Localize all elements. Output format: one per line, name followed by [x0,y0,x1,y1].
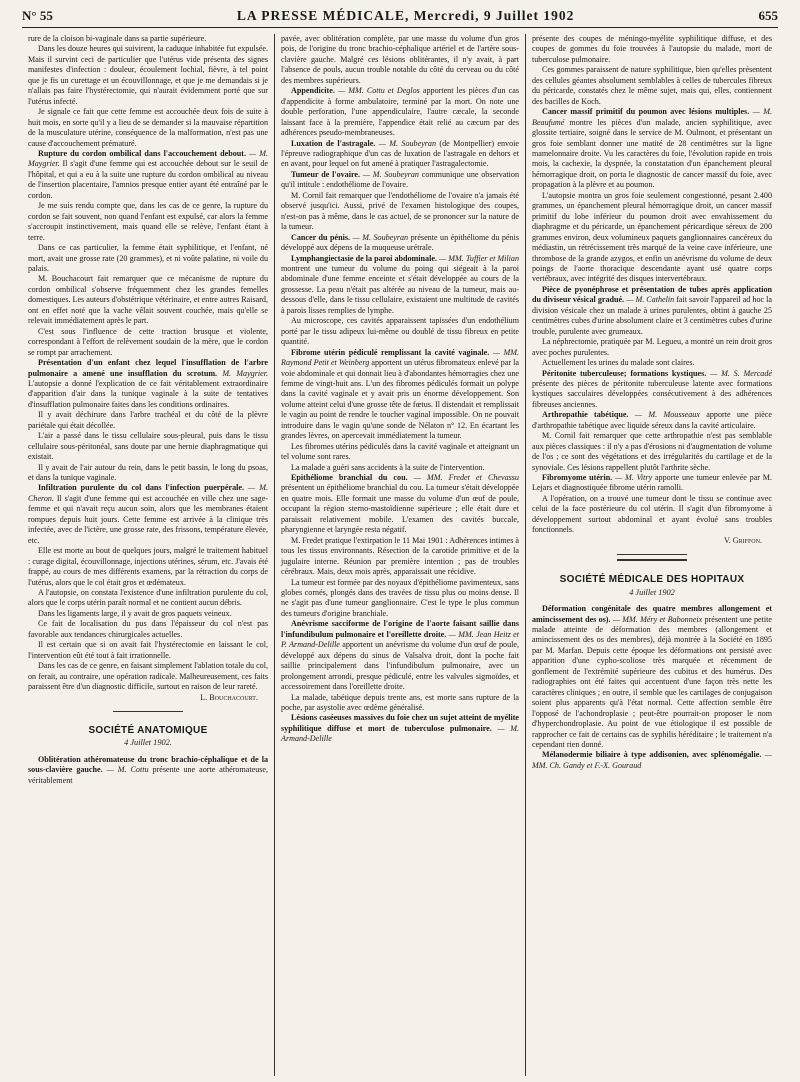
article-text: montrent une tumeur du volume du poing qui siégeait à la paroi abdominale d'une femme enceinte et s'était développée au cours de la grossesse. La peau n'était pas altérée au niveau de la tumeur, mais au-dessous d'elle, dans le tissu cellulaire, existaient une multitude de cavités à parois lisses remplies de lymphe. [281,263,519,315]
paragraph: A l'opération, on a trouvé une tumeur dont le tissu se continue avec celui de la face postérieure du col utérin. Il s'agit d'un fibromyome à développement surtout abdominal et ayant évolué sans troubles fonctionnels. [532,493,772,535]
article-entry [281,713,519,744]
article-entry [532,750,772,771]
columns [22,34,778,1076]
signature: V. Griffon. [723,535,762,545]
paragraph: M. Fredet pratique l'extirpation le 11 Mai 1901 : Adhérences intimes à tous les tissus environnants. Résection de la carotide primitive et de la jugulaire interne. Réunion par première intention ; pas de troubles cérébraux. Mais, deux mois après, apparaissait une récidive. [281,535,519,577]
paragraph: Dans ce cas particulier, la femme était syphilitique, et l'enfant, né mort, avait une grosse rate (20 grammes), et ni voûte palatine, ni voile du palais. [28,243,268,273]
article-entry [532,107,772,191]
article-entry [532,285,772,337]
article-entry [28,483,268,546]
paragraph: Elle est morte au bout de quelques jours, malgré le traitement habituel : curage digital, écouvillonnage, injections utérines, sérum, etc. J'avais été frappé, au cours de mes différents examens, par la rétraction du corps de l'utérus, alors que le col était gros et œdémateux. [28,546,268,587]
paragraph: M. Bouchacourt fait remarquer que ce mécanisme de rupture du cordon ombilical s'observe fréquemment chez les grandes femelles domestiques. Les auteurs d'obstétrique vétérinaire, et entre autres Raisard, ont en effet noté que la vache vêlait souvent couchée, mais qu'elle se relevait immédiatement après le part. [28,274,268,326]
article-text: apporte une pièce d'arthropathie tabétique avec liquide séreux dans la cavité articulaire. [532,410,772,430]
article-heading: Infiltration purulente du col dans l'infection puerpérale. [38,483,244,493]
article-entry [532,604,772,750]
page-title: LA PRESSE MÉDICALE, Mercredi, 9 Juillet 1902 [236,8,575,23]
article-heading: Fibrome utérin pédiculé remplissant la cavité vaginale. [291,347,490,357]
article-author: — M. Armand-Delille [281,723,519,744]
paragraph: Au microscope, ces cavités apparaissent tapissées d'un endothélium porté par le tissu adipeux lui-même ou doublé de tissu fibreux en petite quantité. [281,316,519,347]
article-heading: Rupture du cordon ombilical dans l'accouchement debout. [38,148,246,158]
article-author: — M. Vitry [615,473,653,483]
article-heading: Epithéliome branchial du cou. [291,473,408,483]
paragraph: La néphrectomie, pratiquée par M. Legueu, a montré un rein droit gros avec poches purulentes. [532,337,772,357]
article-author: — M. Cheron. [28,483,268,503]
article-entry [281,170,519,191]
article-author: — M. Cottu [106,765,149,775]
article-text: fait savoir l'appareil ad hoc la division vésicale chez un malade à urines purulentes, obtint à gauche 25 centimètres cubes d'urine absolument claire et 3 centimètres cubes d'urine trouble, purulente avec grumeaux. [532,295,772,336]
article-text: apportent un anévrisme du volume d'un œuf de poule, développé aux dépens du sinus de Valsalva droit, dont la poche fait saillie principalement dans l'infundibulum pulmonaire, avec un prolongement arrondi, presque pédiculé, entre les valvules sigmoïdes, et accessoirement dans l'oreillette droite. [281,640,519,692]
article-author: — M. Mousseaux [634,410,700,420]
article-entry [28,149,268,201]
article-entry [281,619,519,692]
article-text: (de Montpellier) envoie l'épreuve radiographique d'un cas de luxation de l'astragale en dehors et en avant, pour lequel on fut amené à pratiquer l'astragalectomie. [281,138,519,169]
article-text: présente des pièces de péritonite tuberculeuse latente avec formations kystiques sacculaires développées consécutivement à des adhérences fibreuses anciennes. [532,378,772,409]
article-heading: Déformation congénitale des quatre membres allongement et amincissement des os). [532,604,772,624]
article-author: — MM. Tuffier et Milian [439,253,520,263]
article-text: apportent les pièces d'un cas d'appendicite à forme ambulatoire, terminé par la mort. On note une double perforation, l'une appendiculaire, l'autre cæcale, la seconde laissant face à la première, l'appendice était relié au cæcum par des adhérences pseudo-membraneuses. [281,86,519,138]
article-author: — M. S. Mercadé [710,368,772,378]
article-author: — M. Soubeyran [352,232,409,242]
signature: L. Bouchacourt. [200,692,258,702]
article-entry [28,755,268,786]
divider [617,554,687,555]
paragraph: M. Cornil fait remarquer que l'endothéliome de l'ovaire n'a jamais été observé jusqu'ici. Aussi, privé de l'examen histologique des coupes, n'est-on pas à même, dans le cas actuel, de se prononcer sur la nature de la tumeur. [281,190,519,232]
section-title: SOCIÉTÉ MÉDICALE DES HOPITAUX [559,574,745,586]
article-text: apportent un utérus fibromateux enlevé par la voie abdominale et qui donnait lieu à d'abondantes hémorragies chez une femme de vingt-huit ans. L'un des fibromes pédiculés formait un polype dans la cavité vaginale et y avait pris un énorme développement. Son volume atteint celui d'une grosse tête de fœtus. Il distendait et remplissait le vagin au point de rendre le toucher vaginal impossible. On ne pouvait introduire dans le vagin qu'une sonde de Nélaton n° 12. En écartant les grandes lèvres, on apercevait immédiatement la tumeur. [281,358,519,441]
article-heading: Cancer du pénis. [291,232,351,242]
article-heading: Appendicite. [291,86,335,96]
column-left [22,34,274,1076]
paragraph: L'autopsie montra un gros foie seulement congestionné, pesant 2.400 grammes, un épanchement pleural hémorragique droit, un cancer massif primitif du lobe inférieur du poumon droit avec envahissement du diaphragme et du péricarde, un épanchement péricardique séreux de 200 grammes environ, deux volumineux paquets ganglionnaires cancéreux du médiastin, un rétrécissement très marqué de la veine cave inférieure, une thrombose de la grande azygos, et enfin un anévrisme du volume de deux poings de l'aorte thoracique descendante ayant usé quatre corps vertébraux, avec intégrité des disques intervertébraux. [532,190,772,284]
paragraph: La malade a guéri sans accidents à la suite de l'intervention. [291,462,485,472]
paragraph: A l'autopsie, on constata l'existence d'une infiltration purulente du col, alors que le corps utérin paraît normal et ne contient aucun débris. [28,588,268,608]
paragraph: Actuellement les urines du malade sont claires. [542,358,695,368]
paragraph: C'est sous l'influence de cette traction brusque et violente, correspondant à l'effort de relèvement soudain de la mère, que le cordon se rompt par arrachement. [28,326,268,357]
article-heading: Lymphangiectasie de la paroi abdominale. [291,253,437,263]
article-text: présentent une petite malade atteinte de déformation des membres (allongement et amincissement des os des membres), déjà montrée à la Société en 1895 par M. Marfan. Depuis cette époque les déformations ont persisté avec apparition d'une cypho-scoliose très marquée et récemment de gonflement de l'extrémité supérieure des cubitus et des humérus. Des radiographies ont été faites qui accentuent d'une façon très nette les caractères cliniques ; en outre, il semble que les cartilages de conjugaison soient plus apparents qu'à l'état normal. Cette affection semble être l'opposé de l'achondroplasie ; peut-être pourrait-on proposer le nom d'hyperchondroplasie. Au point de vue étiologique il est possible de rapprocher ce fait de certains cas de syphilis héréditaire ; le traitement n'a cependant rien donné. [532,614,772,749]
paragraph: rure de la cloison bi-vaginale dans sa partie supérieure. [28,34,207,43]
paragraph: Dans les ligaments large, il y avait de gros paquets veineux. [38,608,232,618]
article-text: L'autopsie a donné l'explication de ce fait véritablement extraordinaire d'apparition d'air dans la tunique vaginale à la suite de tentatives d'insufflation pulmonaire faites dans les conditions ordinaires. [28,378,268,409]
paragraph: Il est certain que si on avait fait l'hystérectomie en laissant le col, l'intervention eût été tout à fait irrationnelle. [28,640,268,660]
article-heading: Tumeur de l'ovaire. [291,169,361,179]
article-author: M. Maygrier. [222,368,268,378]
paragraph: Ce fait de localisation du pus dans l'épaisseur du col n'est pas favorable aux tendances chirurgicales actuelles. [28,619,268,639]
issue-number: N° 55 [22,8,53,23]
paragraph: Je signale ce fait que cette femme est accouchée deux fois de suite à huit mois, en sorte qu'il y a lieu de se demander si la mauvaise répartition de la musculature utérine, conséquence de la malformation, n'est pas une cause d'accouchement prématuré. [28,107,268,148]
article-text: présente un épithéliome du pénis développé aux dépens de la muqueuse urétrale. [281,232,520,253]
article-entry [532,369,772,411]
article-entry [281,254,519,317]
section-date: 4 Juillet 1902 [629,587,675,597]
article-author: — M. Maygrier. [28,148,268,169]
paragraph: M. Cornil fait remarquer que cette arthropathie n'est pas semblable aux pièces classiques : il n'y a pas d'érosions ni d'augmentation de volume de l'os ; ce sont des végétations et des irrégularités du cartilage et de la synoviale. Ces lésions rappellent plutôt l'arthrite sèche. [532,431,772,472]
article-heading: Mélanodermie biliaire à type addisonien, avec splénomégalie. [542,750,762,760]
article-heading: Fibromyome utérin. [542,473,613,483]
column-middle [274,34,526,1076]
paragraph: pavée, avec oblitération complète, par une masse du volume d'un gros pois, de l'origine du tronc brachio-céphalique artériel et de l'artère sous-clavière gauche. Malgré ces lésions oblitérantes, il n'y avait, à part l'absence de pouls, aucun trouble notable du côté du cerveau ou du côté des membres supérieurs. [281,34,519,85]
article-entry [281,86,519,138]
article-author: — M. Soubeyran [362,169,419,179]
article-heading: Présentation d'un enfant chez lequel l'insufflation de l'arbre pulmonaire a amené une insufflation du scrotum. [28,358,268,378]
article-text: montre les pièces d'un malade, ancien syphilitique, avec glossite tertiaire, soigné dans le service de M. Oulmont, et présentant un gros foie semblant donner une matité de 28 centimètres sur la ligne mamelonnaire droite. Vu les caractères du foie, l'évolution rapide en trois mois, la cachexie, la dyspnée, la constatation d'un épanchement pleural hémorragique droit, on porta le diagnostic de cancer massif du foie, avec propagation à la plèvre et au poumon. [532,117,772,190]
article-entry [28,358,268,410]
paragraph: Dans les douze heures qui suivirent, la caduque inhabitée fut expulsée. Mais il survint ceci de particulier que l'utérus vide présenta des signes manifestes d'infection : douleur, écoulement lochial, fièvre, à tel point que je fis un curettage et un écouvillonnage, et que je me demandais si je n'allais pas faire l'hystérectomie, qui n'aurait évidemment porté que sur l'utérus infecté. [28,44,268,106]
article-author: — MM. Jean Heitz et P. Armand-Delille [281,629,519,650]
page-header [22,0,778,28]
article-heading: Péritonite tuberculeuse; formations kystiques. [542,368,707,378]
paragraph: Il y avait de l'air autour du rein, dans le petit bassin, le long du psoas, et dans la tunique vaginale. [28,462,268,483]
article-author: — M. Cathelin [626,295,675,305]
article-author: — M. Beaufumé [532,107,772,127]
article-heading: Luxation de l'astragale. [291,138,376,148]
page-number: 655 [758,8,778,23]
article-entry [281,139,519,170]
article-heading: Arthropathie tabétique. [542,410,629,420]
article-text: Il s'agit d'une femme qui est accouchée debout sur le seuil de l'hôpital, et qui a eu à la suite une rupture du cordon ombilical au niveau de l'insertion placentaire, l'amnios presque entier ayant été entraîné par le cordon. [28,159,269,200]
section-title: SOCIÉTÉ ANATOMIQUE [88,725,208,736]
article-text: communique une observation qu'il intitule : endothéliome de l'ovaire. [281,169,520,190]
article-heading: Lésions caséeuses massives du foie chez un sujet atteint de myélite syphilitique diffuse et mort de tuberculose pulmonaire. [281,713,519,733]
article-author: — MM. Ch. Gandy et F.-X. Gouraud [532,750,772,770]
paragraph: L'air a passé dans le tissu cellulaire sous-pleural, puis dans le tissu cellulaire sous-péritonéal, sans doute par une hernie diaphragmatique qui existait. [28,431,268,462]
column-right [526,34,778,1076]
article-entry [532,410,772,431]
article-entry [532,473,772,494]
section-date: 4 Juillet 1902. [124,738,172,748]
paragraph: Les fibromes utérins pédiculés dans la cavité vaginale et atteignant un tel volume sont rares. [281,441,519,462]
article-heading: Cancer massif primitif du poumon avec lésions multiples. [542,107,750,117]
paragraph: présente des coupes de méningo-myélite syphilitique diffuse, et des coupes de gommes du foie trouvées à l'autopsie du malade, mort de tuberculose pulmonaire. [532,34,772,64]
paragraph: La malade, tabétique depuis trente ans, est morte sans rupture de la poche, par asystolie avec œdème généralisé. [281,692,519,712]
article-author: — MM. Fredet et Chevassu [413,473,519,483]
article-entry [281,233,519,254]
paragraph: Il y avait déchirure dans l'arbre trachéal et du côté de la plèvre pariétale qui était décollée. [28,410,268,430]
article-entry [281,473,519,536]
article-heading: Pièce de pyonéphrose et présentation de tubes après application du diviseur vésical gradué. [532,284,772,305]
paragraph: Ces gommes paraissent de nature syphilitique, bien qu'elles présentent des cellules géantes absolument semblables à celles de tubercules fibreux du péricarde, constatés chez le même sujet, mais qui, elles, contiennent des bacilles de Koch. [532,65,772,106]
article-entry [281,348,519,442]
article-author: — MM. Cottu et Deglos [337,86,420,96]
divider [113,711,183,712]
article-text: présentent un épithéliome branchial du cou. La tumeur s'était développée en quatre mois. Elle formait une masse du volume d'un œuf de poule, occupant la région sterno-mastoïdienne supérieure ; elle était dure et paraissait relativement mobile. L'examen des cavités buccale, pharyngienne et laryngée resta négatif. [281,483,519,535]
paragraph: Je me suis rendu compte que, dans les cas de ce genre, la rupture du cordon se fait souvent, non quand l'enfant est expulsé, car alors la femme s'accroupit instinctivement, mais quand elle se relève, l'enfant étant à terre. [28,201,268,242]
paragraph: La tumeur est formée par des noyaux d'épithéliome pavimenteux, sans globes cornés, plongés dans des travées de tissu plus ou moins dense. Il ne s'agit pas d'une tumeur ganglionnaire. C'est le type le plus commun des tumeurs d'origine branchiale. [281,577,520,618]
article-author: — MM. Méry et Babonneix [612,614,703,624]
divider [617,559,687,561]
article-text: apporte une tumeur enlevée par M. Lejars et diagnostiquée fibrome utérin ramolli. [532,473,772,493]
article-author: — MM. Raymond Petit et Weinberg [281,347,519,368]
article-author: — M. Soubeyran [378,138,437,148]
article-text: présente une aorte athéromateuse, véritablement [28,765,269,785]
article-heading: Anévrisme sacciforme de l'origine de l'aorte faisant saillie dans l'infundibulum pulmonaire et l'oreillette droite. [281,619,519,639]
article-heading: Oblitération athéromateuse du tronc brachio-céphalique et de la sous-clavière gauche. [28,754,268,775]
paragraph: Dans les cas de ce genre, en faisant simplement l'ablation totale du col, on ferait, au contraire, une opération radicale. Malheureusement, ces faits paraissent être d'un diagnostic difficile, surtout en raison de leur rareté. [28,661,268,692]
article-text: Il s'agit d'une femme qui est accouchée en ville chez une sage-femme et qui n'avait reçu aucun soin, alors que les membranes étaient rompues depuis huit jours. Cette femme est arrivée à la clinique très infectée, avec de l'ictère, une grosse rate, des frissons, température élevée, etc. [28,493,269,545]
